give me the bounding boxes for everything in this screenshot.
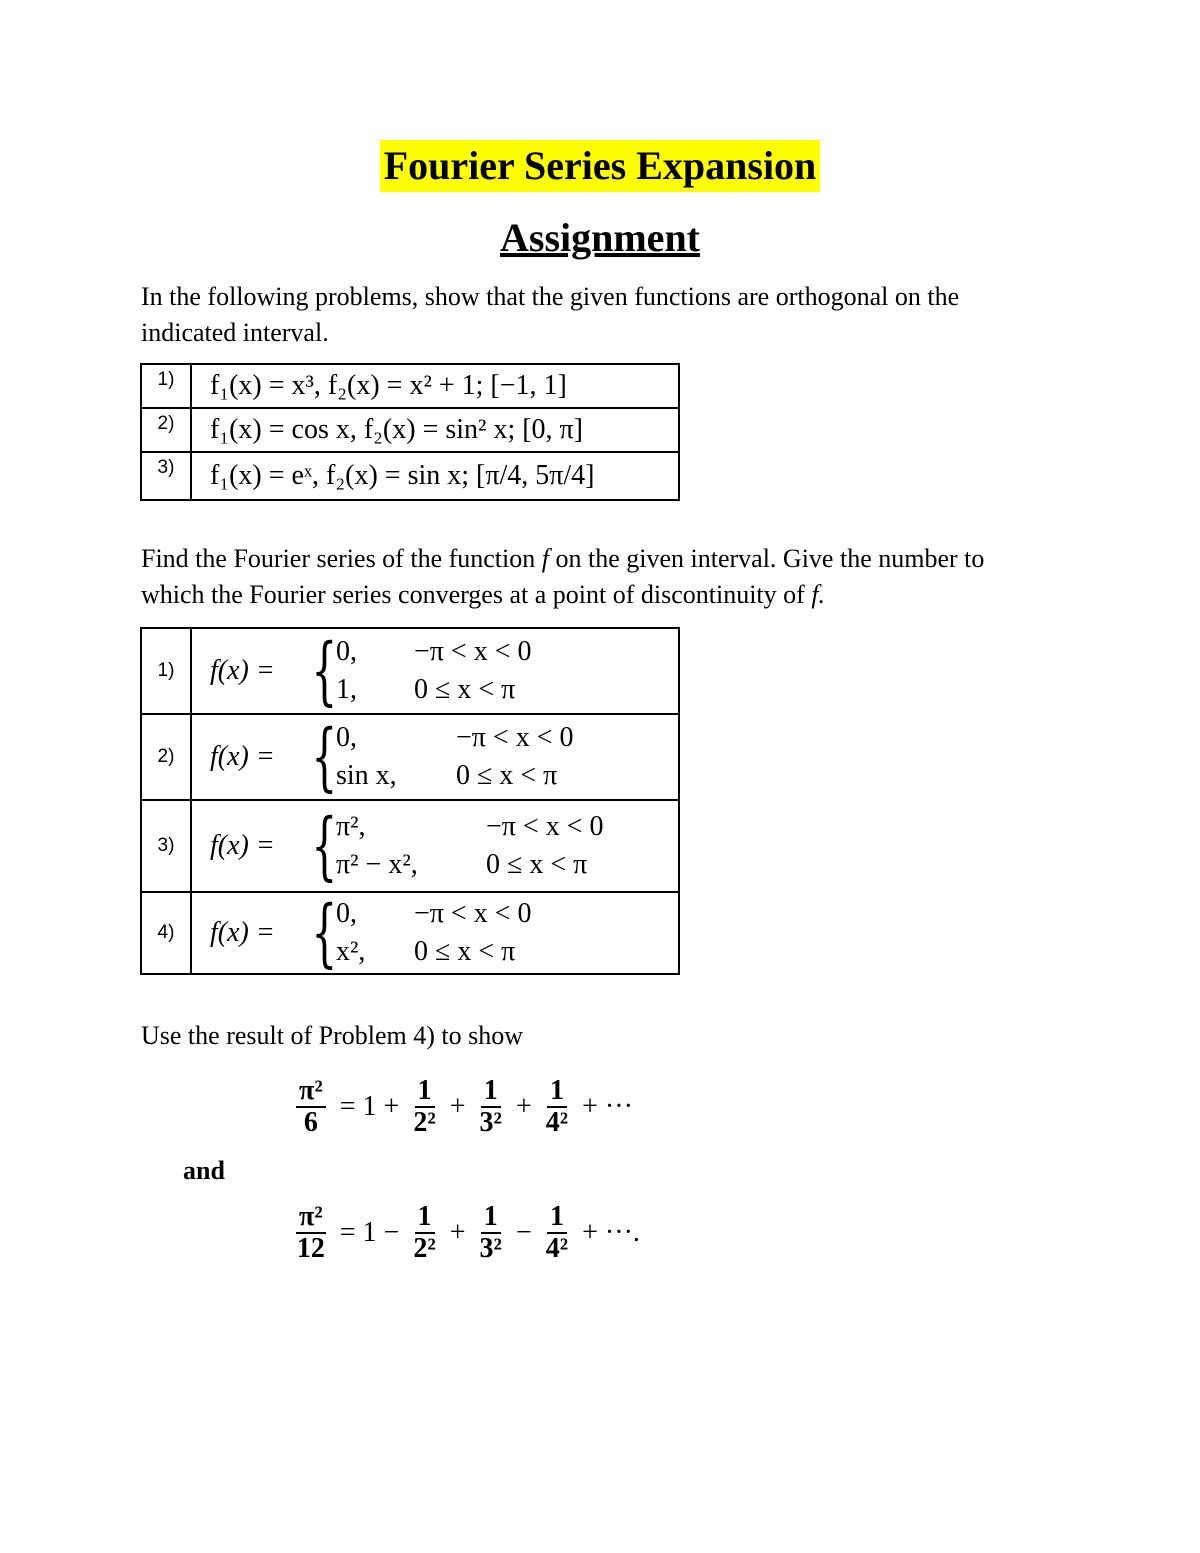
problem-expression: f₁(x) = eˣ, f₂(x) = sin x; [π/4, 5π/4]	[191, 452, 679, 500]
table-row	[141, 892, 679, 974]
series-equation-1: $\frac{\text{π²}}{6}$ = 1 + $\frac{1}{\text{2²}}$ + $\frac{1}{\text{3²}}$ + $\frac{1}{\text{4²}}$ + ···	[290, 1076, 641, 1138]
series-equation-2: $\frac{\text{π²}}{12}$ = 1 − $\frac{1}{\text{2²}}$ + $\frac{1}{\text{3²}}$ − $\frac{1}{\text{4²}}$ + ···.	[296, 1201, 640, 1264]
problem-expression: f₁(x) = x³, f₂(x) = x² + 1; [−1, 1]	[191, 364, 679, 408]
table-row	[141, 408, 679, 452]
problem-number: 4)	[141, 892, 191, 974]
problem-number: 2)	[141, 714, 191, 800]
table-row	[141, 800, 679, 892]
brace-icon: {	[311, 803, 338, 889]
piecewise-function: f(x) = { 0, −π < x < 0 x², 0 ≤ x < π	[191, 892, 679, 974]
orthogonal-problems-table	[140, 363, 680, 501]
document-subtitle: Assignment	[499, 215, 701, 260]
intro-line-2: indicated interval.	[141, 318, 329, 347]
problem-expression: f₁(x) = cos x, f₂(x) = sin² x; [0, π]	[191, 408, 679, 452]
fourier-paragraph	[141, 541, 1071, 613]
brace-icon: {	[311, 714, 338, 800]
problem-number: 1)	[141, 364, 191, 408]
piecewise-function: f(x) = { 0, −π < x < 0 sin x, 0 ≤ x < π	[191, 714, 679, 800]
piecewise-function: f(x) = { π², −π < x < 0 π² − x², 0 ≤ x < π	[191, 800, 679, 892]
problem-number: 3)	[141, 452, 191, 500]
problem-number: 3)	[141, 800, 191, 892]
fourier-line-2: which the Fourier series converges at a point of discontinuity of f.	[141, 580, 826, 609]
intro-line-1: In the following problems, show that the given functions are orthogonal on the	[141, 282, 960, 311]
table-row	[141, 628, 679, 714]
piecewise-function: f(x) = { 0, −π < x < 0 1, 0 ≤ x < π	[191, 628, 679, 714]
document-title: Fourier Series Expansion	[380, 140, 821, 192]
subtitle-container	[0, 212, 1200, 264]
brace-icon: {	[311, 890, 338, 976]
title-container	[0, 140, 1200, 192]
intro-paragraph	[141, 279, 1071, 351]
table-row	[141, 452, 679, 500]
use-result-text: Use the result of Problem 4) to show	[141, 1021, 524, 1050]
and-label: and	[183, 1156, 225, 1185]
problem-number: 2)	[141, 408, 191, 452]
fourier-problems-table	[140, 627, 680, 975]
brace-icon: {	[311, 628, 338, 714]
fourier-line-1: Find the Fourier series of the function f on the given interval. Give the number to	[141, 544, 985, 573]
table-row	[141, 714, 679, 800]
problem-number: 1)	[141, 628, 191, 714]
table-row	[141, 364, 679, 408]
